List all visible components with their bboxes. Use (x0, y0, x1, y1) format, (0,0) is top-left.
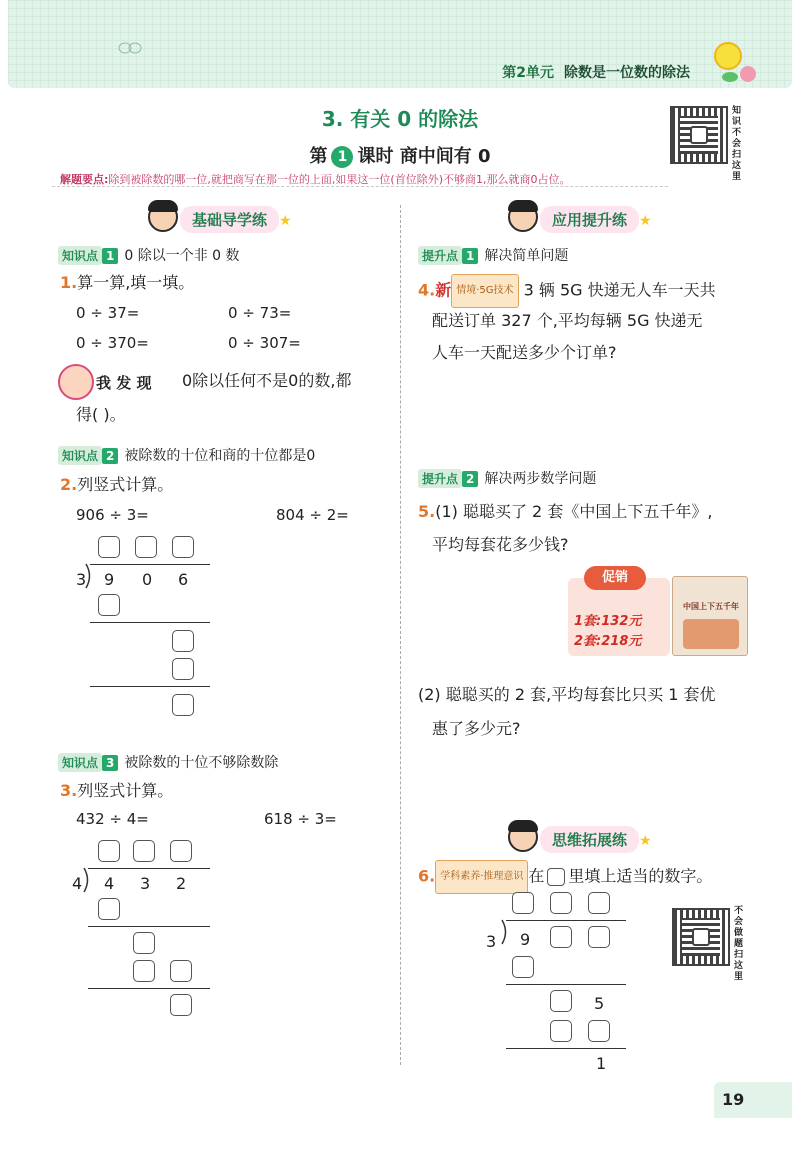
division-bar (88, 868, 210, 869)
answer-box[interactable] (133, 840, 155, 862)
answer-box[interactable] (98, 594, 120, 616)
q3-item-1: 432 ÷ 4= (76, 810, 149, 828)
kp-tag: 知识点 (58, 753, 102, 772)
tp-text: 解决简单问题 (484, 248, 569, 264)
division-bracket (500, 918, 510, 946)
kid-avatar-icon (508, 202, 538, 232)
question-3 (60, 776, 173, 806)
answer-box[interactable] (550, 1020, 572, 1042)
answer-box[interactable] (172, 630, 194, 652)
answer-box[interactable] (170, 994, 192, 1016)
unit-name: 除数是一位数的除法 (564, 65, 690, 81)
star-icon: ★ (639, 833, 652, 849)
question-number: 6. (418, 866, 436, 886)
question-2 (60, 470, 173, 500)
answer-box[interactable] (588, 892, 610, 914)
qr-side-label: 不会做题扫这里 (734, 906, 744, 982)
tp-num: 2 (462, 471, 478, 487)
kp-num: 2 (102, 448, 118, 464)
discover-text-2[interactable]: 得( )。 (76, 405, 126, 424)
dividend-digit: 0 (142, 570, 153, 589)
kp-text: 0 除以一个非 0 数 (124, 248, 240, 264)
tp-tag: 提升点 (418, 246, 462, 265)
kp-text: 被除数的十位不够除数除 (124, 755, 279, 771)
section-apply (540, 206, 652, 233)
subtract-line (90, 622, 210, 623)
promo-card (568, 566, 748, 660)
section-basic-title: 基础导学练 (180, 206, 279, 233)
knowledge-point-2 (58, 445, 315, 465)
question-5 (418, 497, 712, 527)
promo-price-2: 2套:218元 (574, 634, 642, 649)
kp-num: 3 (102, 755, 118, 771)
improve-point-1 (418, 245, 568, 265)
kp-num: 1 (102, 248, 118, 264)
kp-tag: 知识点 (58, 246, 102, 265)
q1-item-3[interactable]: 0 ÷ 370= (76, 334, 149, 352)
page-number: 19 (714, 1082, 792, 1118)
flower-icon (740, 66, 756, 82)
answer-box[interactable] (588, 1020, 610, 1042)
tips-label: 解题要点: (60, 173, 109, 186)
q1-item-2[interactable]: 0 ÷ 73= (228, 304, 292, 322)
answer-box[interactable] (512, 892, 534, 914)
q4-line-1: 3 辆 5G 快递无人车一天共 (523, 280, 716, 300)
section-basic (180, 206, 292, 233)
dividend-digit: 3 (140, 874, 151, 893)
question-number: 5. (418, 502, 436, 521)
answer-box[interactable] (135, 536, 157, 558)
promo-price-1: 1套:132元 (574, 614, 642, 629)
knowledge-point-3 (58, 752, 278, 772)
section-apply-title: 应用提升练 (540, 206, 639, 233)
new-badge: 新 (435, 280, 452, 300)
section-extend-title: 思维拓展练 (540, 826, 639, 853)
q4-line-2: 配送订单 327 个,平均每辆 5G 快递无 (432, 311, 703, 330)
answer-box[interactable] (550, 990, 572, 1012)
unit-label: 第2单元 (502, 65, 554, 81)
divisor: 3 (76, 570, 87, 589)
subtitle-post: 课时 商中间有 0 (357, 146, 491, 167)
literacy-tag: 学科素养·推理意识 (435, 860, 528, 894)
lesson-title: 3. 有关 0 的除法 (321, 107, 479, 131)
answer-box[interactable] (133, 960, 155, 982)
dividend-digit: 2 (176, 874, 187, 893)
qr-code-icon[interactable] (672, 908, 730, 966)
kid-reading-icon (508, 822, 538, 852)
magnifier-kid-icon (58, 364, 94, 400)
division-bar (90, 564, 210, 565)
dividend-digit: 9 (520, 930, 531, 949)
improve-point-2 (418, 468, 596, 488)
answer-box[interactable] (170, 840, 192, 862)
butterfly-icon (118, 40, 142, 56)
dividend-digit: 9 (104, 570, 115, 589)
question-number: 4. (418, 280, 436, 300)
answer-box[interactable] (172, 536, 194, 558)
book-title: 中国上下五千年 (683, 602, 739, 611)
q5-part1-line2: 平均每套花多少钱? (432, 535, 569, 554)
promo-head: 促销 (584, 566, 646, 590)
q1-item-4[interactable]: 0 ÷ 307= (228, 334, 301, 352)
tp-text: 解决两步数学问题 (484, 471, 597, 487)
lesson-number-badge: 1 (331, 146, 353, 168)
section-extend (540, 826, 652, 853)
subtract-line (88, 988, 210, 989)
question-4 (418, 274, 758, 308)
qr-code-icon[interactable] (670, 106, 728, 164)
book-cover-art (683, 619, 739, 649)
star-icon: ★ (279, 213, 292, 229)
division-bar (506, 920, 626, 921)
subtract-line (90, 686, 210, 687)
column-divider (400, 205, 401, 1065)
solving-tips (60, 171, 690, 187)
question-text: 算一算,填一填。 (77, 273, 195, 292)
kp-tag: 知识点 (58, 446, 102, 465)
question-text: 列竖式计算。 (77, 781, 174, 800)
unit-title (502, 62, 690, 82)
answer-box[interactable] (170, 960, 192, 982)
question-number: 3. (60, 781, 78, 800)
question-1 (60, 268, 194, 298)
answer-box[interactable] (172, 694, 194, 716)
question-number: 2. (60, 475, 78, 494)
q6-text-post: 里填上适当的数字。 (568, 866, 713, 886)
book-image (672, 576, 748, 656)
discover-label: 我 发 现 (96, 374, 152, 392)
q5-part2-line2: 惠了多少元? (432, 719, 521, 738)
q5-part2-line1: (2) 聪聪买的 2 套,平均每套比只买 1 套优 (418, 685, 716, 704)
dividend-digit: 6 (178, 570, 189, 589)
q6-text-pre: 在 (528, 866, 545, 886)
answer-box[interactable] (588, 926, 610, 948)
q1-item-1[interactable]: 0 ÷ 37= (76, 304, 140, 322)
subtitle-pre: 第 (309, 146, 328, 167)
answer-box[interactable] (172, 658, 194, 680)
known-digit: 5 (594, 994, 605, 1013)
sunflower-icon (714, 42, 742, 70)
q3-item-2: 618 ÷ 3= (264, 810, 337, 828)
kid-avatar-icon (148, 202, 178, 232)
question-text: 列竖式计算。 (77, 475, 174, 494)
remainder-digit: 1 (596, 1054, 607, 1073)
divisor: 4 (72, 874, 83, 893)
q5-part1-line1: (1) 聪聪买了 2 套《中国上下五千年》, (435, 502, 713, 521)
tp-tag: 提升点 (418, 469, 462, 488)
q4-line-3: 人车一天配送多少个订单? (432, 343, 617, 362)
box-glyph (547, 868, 565, 886)
subtract-line (506, 1048, 626, 1049)
divisor: 3 (486, 932, 497, 951)
answer-box[interactable] (512, 956, 534, 978)
leaf-icon (722, 72, 738, 82)
tp-num: 1 (462, 248, 478, 264)
answer-box[interactable] (550, 926, 572, 948)
subtract-line (88, 926, 210, 927)
discover-text-1: 0除以任何不是0的数,都 (182, 371, 352, 390)
answer-box[interactable] (98, 898, 120, 920)
kp-text: 被除数的十位和商的十位都是0 (124, 448, 316, 464)
subtract-line (506, 984, 626, 985)
q2-item-2: 804 ÷ 2= (276, 506, 349, 524)
question-number: 1. (60, 273, 78, 292)
star-icon: ★ (639, 213, 652, 229)
knowledge-point-1 (58, 245, 240, 265)
dividend-digit: 4 (104, 874, 115, 893)
answer-box[interactable] (133, 932, 155, 954)
q2-item-1: 906 ÷ 3= (76, 506, 149, 524)
tips-text: 除到被除数的哪一位,就把商写在那一位的上面,如果这一位(首位除外)不够商1,那么就商0占位。 (108, 173, 571, 186)
qr-side-label: 知识不会扫这里 (732, 106, 742, 182)
context-tag: 情境·5G技术 (451, 274, 518, 308)
tips-divider (52, 186, 668, 187)
question-6 (418, 860, 712, 894)
answer-box[interactable] (98, 840, 120, 862)
answer-box[interactable] (98, 536, 120, 558)
answer-box[interactable] (550, 892, 572, 914)
division-bracket (82, 866, 92, 894)
